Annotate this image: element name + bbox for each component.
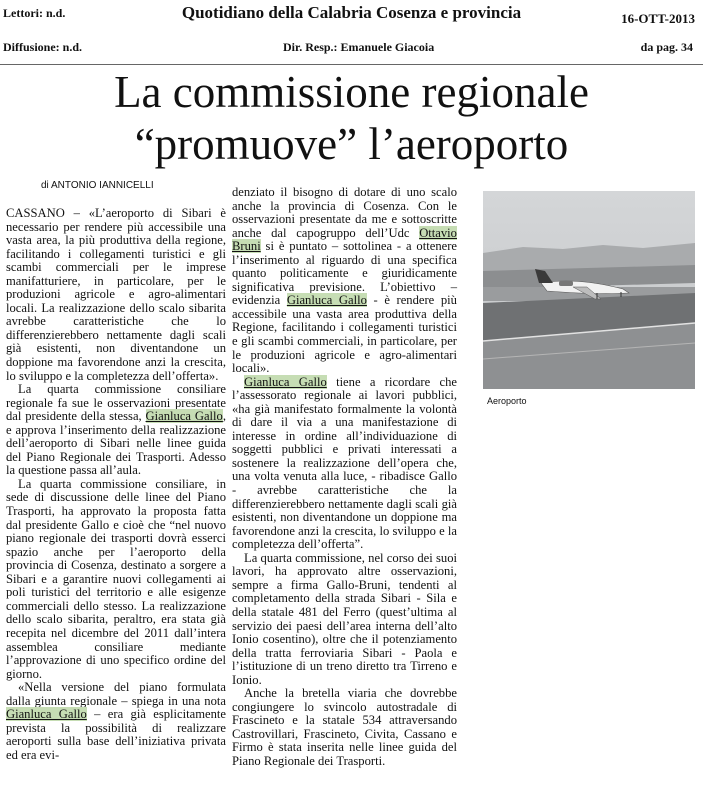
circulation-label: Diffusione: n.d. — [3, 40, 83, 54]
article-headline — [0, 66, 703, 170]
paragraph: denziato il bisogno di dotare di uno scalo anche la provincia di Cosenza. Con le osservazioni presentate da me e sottoscritte anche dal capogruppo dell’Udc Ottavio Bruni si è puntato – sottolinea - a ottenere l’inserimento al riguardo di una specifica quanto politicamente e giuridicamente significativa previsione. L’obiettivo – evidenzia Gianluca Gallo - è rendere più accessibile una vasta area produttiva della Regione, facilitando i collegamenti turistici e gli scambi commerciali, in particolare, per le produzioni agricole e agro-alimentari locali». — [232, 185, 457, 376]
article-column-2 — [232, 186, 457, 769]
byline: di ANTONIO IANNICELLI — [41, 180, 154, 191]
issue-date: 16-OTT-2013 — [621, 11, 695, 26]
article-column-1 — [6, 207, 226, 762]
highlighted-name: Gianluca Gallo — [244, 374, 327, 389]
highlighted-name: Gianluca Gallo — [6, 707, 87, 722]
headline-line-1: La commissione regionale — [114, 67, 589, 117]
paragraph: La quarta commissione, nel corso dei suoi lavori, ha approvato altre osservazioni, sempre a firma Gallo-Bruni, tendenti al completamento della strada Sibari - Sila e della statale 481 del Ferro (quest’ultima al servizio dei paesi dell’area interna dell’alto Ionio cosentino), oltre che il potenziamento della tratta ferroviaria Sibari - Paola e l’istituzione di un treno diretto tra Tirreno e Ionio. — [232, 550, 457, 687]
page-reference: da pag. 34 — [640, 40, 693, 54]
headline-line-2: “promuove” l’aeroporto — [134, 119, 569, 169]
header-divider — [0, 64, 703, 65]
highlighted-name: Ottavio Bruni — [232, 225, 457, 254]
airplane-landing-illustration — [483, 191, 695, 389]
readers-label: Lettori: n.d. — [3, 6, 66, 20]
paragraph: «Nella versione del piano formulata dalla giunta regionale – spiega in una nota Gianluca Gallo – era già esplicitamente prevista la possibilità di realizzare aeroporti sulla base dell’iniziativa privata ed era evi- — [6, 680, 226, 762]
newspaper-title: Quotidiano della Calabria Cosenza e provincia — [181, 3, 522, 22]
photo-caption: Aeroporto — [487, 396, 527, 406]
paragraph: Anche la bretella viaria che dovrebbe congiungere lo svincolo autostradale di Frascineto e la statale 534 attraversando Castrovillari, Frascineto, Civita, Cassano e Firmo è stata inserita nelle linee guida del Piano Regionale dei Trasporti. — [232, 686, 457, 768]
airport-photo — [483, 191, 695, 389]
paragraph: CASSANO – «L’aeroporto di Sibari è necessario per rendere più accessibile una vasta area, la più produttiva della regione, facilitando i collegamenti turistici e gli scambi commerciali per le imprese manifatturiere, in particolare, per le produzioni agricole e agro-alimentari locali. La realizzazione dello scalo sibarita avrebbe caratteristiche che lo differenzierebbero nettamente dagli scali già esistenti, non diventandone un doppione ma favorendone anzi la crescita, lo sviluppo e la completezza dell’offerta». — [6, 206, 226, 383]
paragraph: La quarta commissione consiliare, in sede di discussione delle linee del Piano Trasporti, ha approvato la proposta fatta dal presidente Gallo e cioè che “nel nuovo piano regionale dei trasporti dovrà esserci spazio anche per l’aeroporto della provincia di Cosenza, destinato a sorgere a Sibari e a garantire nuovi collegamenti ai poli turistici del territorio e alle esigenze commerciali dello stesso. La realizzazione dello scalo sibarita, peraltro, era stata già recepita nel dicembre del 2011 dall’intera assemblea consiliare mediante l’approvazione di uno specifico ordine del giorno. — [6, 476, 226, 681]
paragraph: La quarta commissione consiliare regionale fa sue le osservazioni presentate dal presidente della stessa, Gianluca Gallo, e approva l’inserimento della realizzazione dell’aeroporto di Sibari nelle linee guida del Piano Regionale dei Trasporti. Adesso la questione passa all’aula. — [6, 382, 226, 478]
highlighted-name: Gianluca Gallo — [286, 293, 367, 308]
highlighted-name: Gianluca Gallo — [145, 409, 223, 424]
editor-in-chief: Dir. Resp.: Emanuele Giacoia — [283, 40, 435, 54]
paragraph: Gianluca Gallo tiene a ricordare che l’assessorato regionale ai lavori pubblici, «ha già manifestato formalmente la volontà di dare il via a una manifestazione di interesse in ordine all’individuazione di soggetti pubblici e privati interessati a sostenere la realizzazione dell’opera che, una volta venuta alla luce, - ribadisce Gallo - avrebbe caratteristiche che la differenzierebbero nettamente dagli scali già esistenti, non diventandone un doppione ma favorendone anzi la crescita, lo sviluppo e la completezza dell’offerta”. — [232, 374, 457, 552]
